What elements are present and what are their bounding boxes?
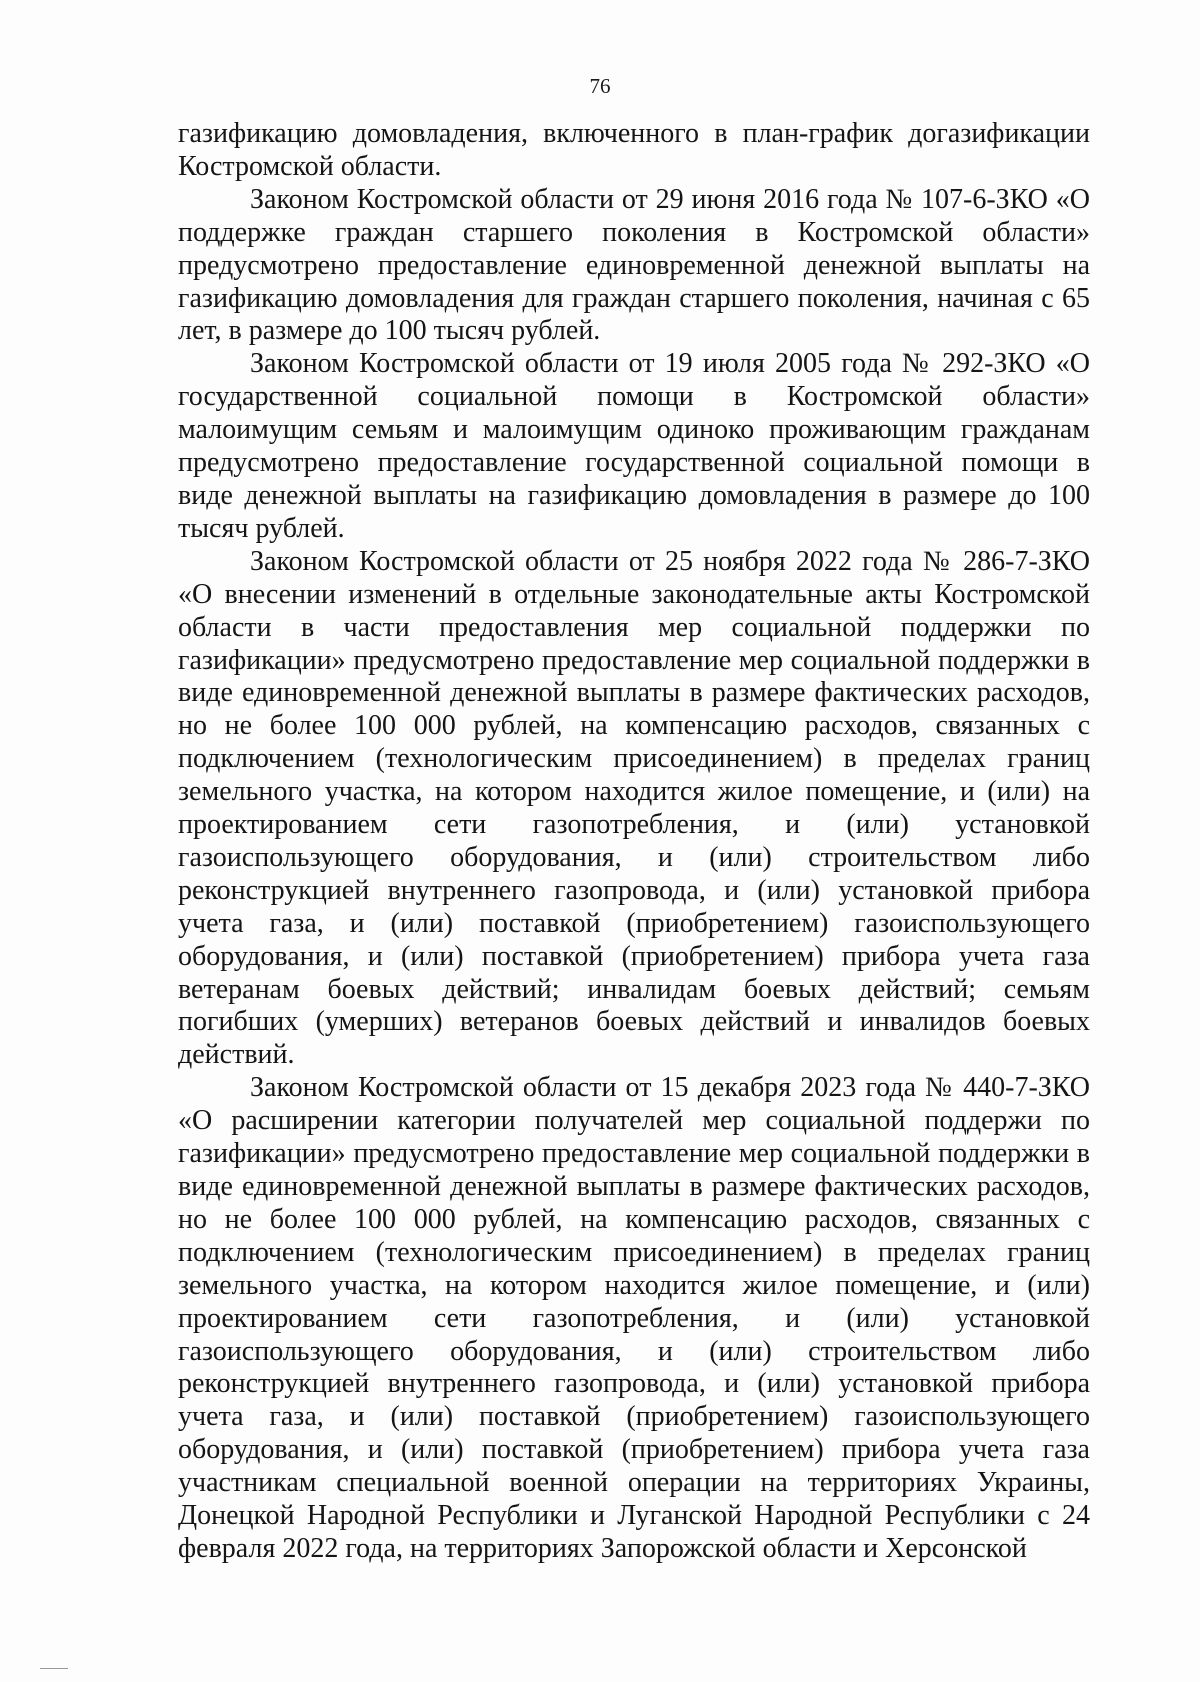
body-text [178, 118, 1090, 1566]
paragraph: Законом Костромской области от 29 июня 2016 года № 107-6-ЗКО «О поддержке граждан старшего поколения в Костромской области» предусмотрено предоставление единовременной денежной выплаты на газификацию домовладения для граждан старшего поколения, начиная с 65 лет, в размере до 100 тысяч рублей. [178, 183, 1090, 347]
page-number: 76 [589, 74, 611, 98]
paragraph: Законом Костромской области от 15 декабря 2023 года № 440-7-ЗКО «О расширении категории получателей мер социальной поддержи по газификации» предусмотрено предоставление мер социальной поддержки в виде единовременной денежной выплаты в размере фактических расходов, но не более 100 000 рублей, на компенсацию расходов, связанных с подключением (технологическим присоединением) в пределах границ земельного участка, на котором находится жилое помещение, и (или) проектированием сети газопотребления, и (или) установкой газоиспользующего оборудования, и (или) строительством либо реконструкцией внутреннего газопровода, и (или) установкой прибора учета газа, и (или) поставкой (приобретением) газоиспользующего оборудования, и (или) поставкой (приобретением) прибора учета газа участникам специальной военной операции на территориях Украины, Донецкой Народной Республики и Луганской Народной Республики с 24 февраля 2022 года, на территориях Запорожской области и Херсонской [178, 1072, 1090, 1564]
scan-artifact [40, 1668, 68, 1669]
paragraph: газификацию домовладения, включенного в план-график догазификации Костромской области. [178, 118, 1090, 182]
paragraph: Законом Костромской области от 19 июля 2005 года № 292-ЗКО «О государственной социальной помощи в Костромской области» малоимущим семьям и малоимущим одиноко проживающим гражданам предусмотрено предоставление государственной социальной помощи в виде денежной выплаты на газификацию домовладения в размере до 100 тысяч рублей. [178, 348, 1090, 544]
paragraph: Законом Костромской области от 25 ноября 2022 года № 286-7-ЗКО «О внесении изменений в отдельные законодательные акты Костромской области в части предоставления мер социальной поддержки по газификации» предусмотрено предоставление мер социальной поддержки в виде единовременной денежной выплаты в размере фактических расходов, но не более 100 000 рублей, на компенсацию расходов, связанных с подключением (технологическим присоединением) в пределах границ земельного участка, на котором находится жилое помещение, и (или) на проектированием сети газопотребления, и (или) установкой газоиспользующего оборудования, и (или) строительством либо реконструкцией внутреннего газопровода, и (или) установкой прибора учета газа, и (или) поставкой (приобретением) газоиспользующего оборудования, и (или) поставкой (приобретением) прибора учета газа ветеранам боевых действий; инвалидам боевых действий; семьям погибших (умерших) ветеранов боевых действий и инвалидов боевых действий. [178, 545, 1090, 1071]
